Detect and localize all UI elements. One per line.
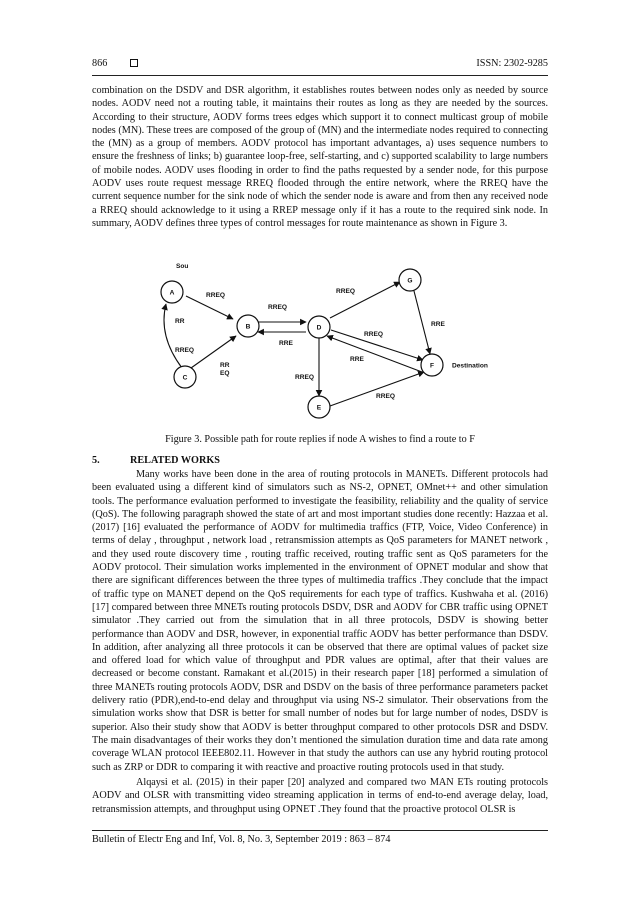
edge-a-b — [186, 296, 233, 319]
rr-a-c-label: RR — [175, 318, 185, 325]
rreq-c-a-label: RREQ — [175, 347, 195, 354]
edge-c-a — [164, 304, 182, 368]
source-label: Sou — [176, 263, 189, 270]
rreq-d-g-label: RREQ — [336, 288, 356, 295]
figure-caption: Figure 3. Possible path for route replies if node A wishes to find a route to F — [165, 434, 475, 445]
page-footer: Bulletin of Electr Eng and Inf, Vol. 8, No. 3, September 2019 : 863 – 874 — [92, 834, 391, 845]
rre-g-f-label: RRE — [431, 321, 445, 328]
rre-f-d-label: RRE — [350, 356, 364, 363]
rreq-a-b-label: RREQ — [206, 292, 226, 299]
header-square-icon — [130, 59, 138, 67]
related-works-paragraph-1: Many works have been done in the area of routing protocols in MANETs. Different protocols had been evaluated using a different kind of simulators such as NS-2, OPNET, OMnet++ and other simulation tools. The performance evaluation performed to investigate the feasibility, reliability and the quality of service (QoS). The following paragraph showed the state of art and most important studies done recently: Hazzaa et al.(2017) [16] evaluated the performance of AODV for multimedia traffics (FTP, Voice, Video Conference) in terms of delay , throughput , network load , retransmission attempts as QoS parameters for MANET network , and they used route discovery time , routing traffic received, routing traffic sent as QoS parameters for the AODV protocol. Their simulation works implemented in the environment of OPNET modular and show that there are significant differences between the three types of multimedia traffics .They conclude that the impact of traffic type on MANET depend on the QoS requirements for each type of traffics. Kushwaha et al. (2016) [17] compared between three MNETs routing protocols DSDV, DSR and AODV for CBR traffic using OPNET simulator .They carried out from the simulation that in all three protocols, DSDV is showing better performance than AODV and DSR, however, in exponential traffic AODV has better performance than DSDV. In addition, after analyzing all three protocols it can be observed that there are optimal values of packet size and offered load for which value of throughput and PDR values are optimal, after that their values are decreased or become constant. Ramakant et al.(2015) in their research paper [18] performed a simulation of three MANETs routing protocols AODV, DSR and DSDV on the basis of three performance parameters packet delivery ratio (PDR),end-to-end delay and throughput via using NS-2 simulator. Their observations from the simulation works show that DSR is better for small number of nodes but for large number of nodes, DSDV is superior. Also their study show that AODV is better throughput compared to other protocols DSR and DSDV. The main disadvantages of their works they don’t mentioned the simulation duration time and data rate among coverage WLAN protocol IEEE802.11. However in that study the authors can use any hybrid routing protocol such as ZRP or DDR to comparing it with reactive and proactive routing protocols used in that study. — [92, 469, 548, 773]
intro-paragraph: combination on the DSDV and DSR algorithm, it establishes routes between nodes only as needed by source nodes. AODV need not a routing table, it maintains their routes as long as they are needed by the sources. According to their structure, AODV forms trees edges which support it to connect multicast group of mobile nodes (MN). These trees are composed of the group of (MN) and the intermediate nodes required to connecting the (MN) as a group of members. AODV protocol has important advantages, a) uses sequence numbers to ensure the freshness of links; b) guarantee loop-free, self-starting, and c) supported scalability to large numbers of mobile nodes. AODV uses flooding in order to find the paths requested by a sender node, for this purpose AODV uses route request message RREQ flooded through the entire network, where the RREQ have the current sequence number for the sink node of which the sender node is aware and from then any received node a RREQ should acknowledge to it using a RREP message only if it has a route to the required sink node. In summary, AODV defines three types of control messages for route maintenance as shown in Figure 3. — [92, 85, 548, 229]
edge-e-f — [330, 372, 424, 406]
page-number: 866 — [92, 58, 108, 69]
rre-d-b-label: RRE — [279, 340, 293, 347]
footer-rule — [92, 830, 548, 831]
node-d-label: D — [316, 324, 322, 332]
section-number: 5. — [92, 455, 100, 466]
issn: ISSN: 2302-9285 — [476, 58, 548, 69]
section-heading — [92, 455, 220, 466]
node-a-label: A — [169, 289, 175, 297]
destination-label: Destination — [452, 362, 488, 370]
rreq-e-f-label: RREQ — [376, 393, 396, 400]
rr-c-b-label-1: RR — [220, 362, 230, 369]
edge-f-d — [327, 336, 422, 372]
rreq-d-f-label: RREQ — [364, 331, 384, 338]
rr-c-b-label-2: EQ — [220, 370, 230, 377]
page-header — [92, 58, 548, 72]
node-e-label: E — [316, 404, 322, 412]
node-g-label: G — [407, 277, 413, 285]
header-rule — [92, 75, 548, 76]
node-b-label: B — [245, 323, 251, 331]
node-f-label: F — [429, 362, 435, 370]
figure-3 — [150, 256, 510, 424]
edge-g-f — [414, 291, 430, 354]
node-c-label: C — [182, 374, 188, 382]
rreq-d-e-label: RREQ — [295, 374, 315, 381]
aodv-route-diagram — [150, 256, 510, 424]
rreq-b-d-label: RREQ — [268, 304, 288, 311]
related-works-paragraph-2: Alqaysi et al. (2015) in their paper [20] analyzed and compared two MAN ETs routing protocols AODV and OLSR with transmitting video streaming application in terms of end-to-end average delay, load, retransmission attempts, and throughput using OPNET .They found that the proactive protocol OLSR is — [92, 777, 548, 815]
section-title: RELATED WORKS — [130, 455, 220, 466]
